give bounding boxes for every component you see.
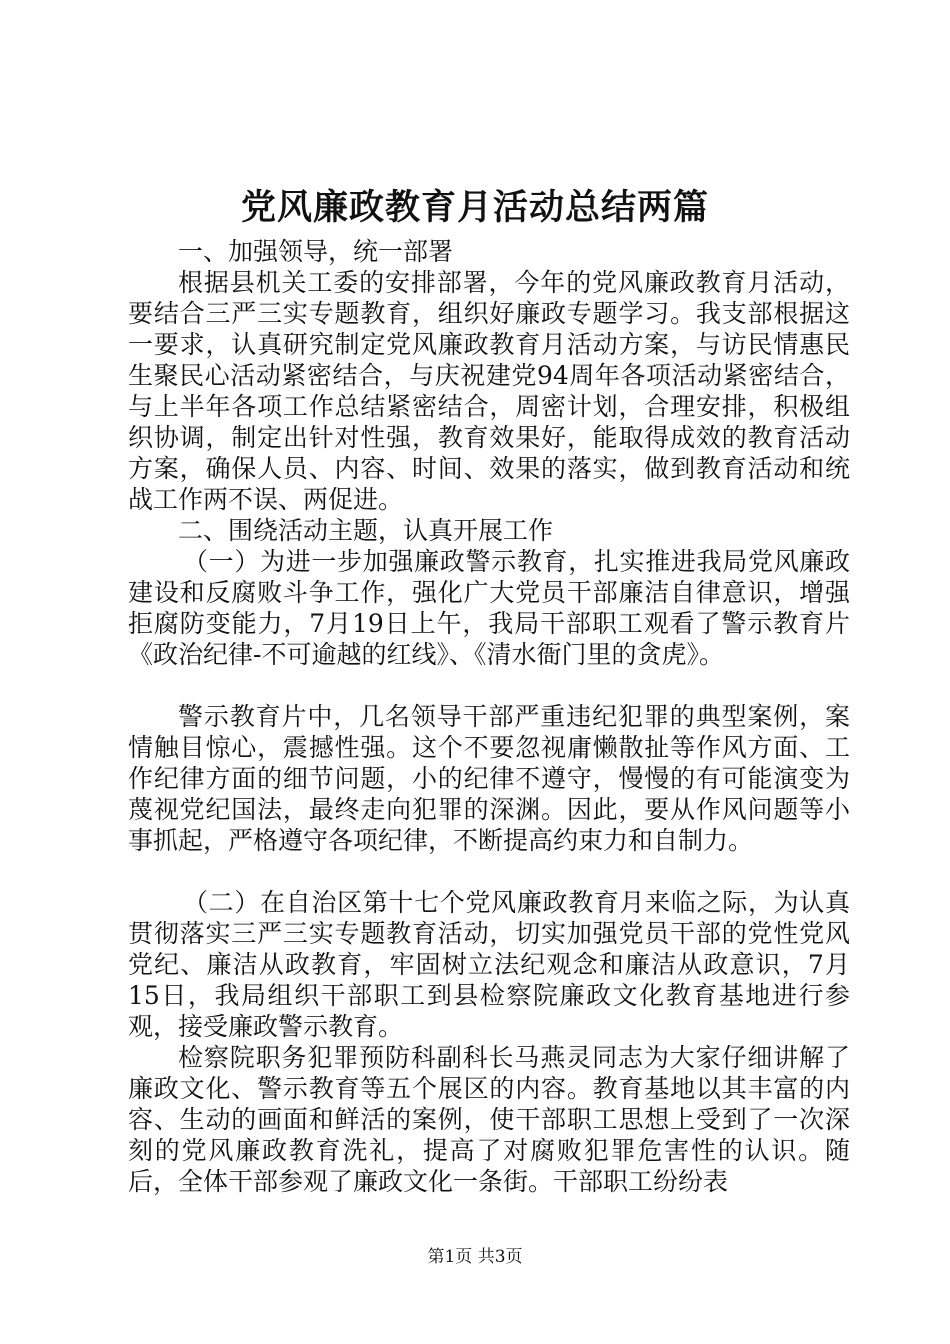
section-heading-1: 一、加强领导，统一部署 — [178, 237, 454, 266]
paragraph-3: 警示教育片中，几名领导干部严重违纪犯罪的典型案例，案情触目惊心，震撼性强。这个不要忽视庸懒散扯等作风方面、工作纪律方面的细节问题，小的纪律不遵守，慢慢的有可能演变为蔑视党纪国法，最终走向犯罪的深渊。因此，要从作风问题等小事抓起，严格遵守各项纪律，不断提高约束力和自制力。 — [128, 702, 850, 855]
paragraph-4: （二）在自治区第十七个党风廉政教育月来临之际，为认真贯彻落实三严三实专题教育活动，切实加强党员干部的党性党风党纪、廉洁从政教育，牢固树立法纪观念和廉洁从政意识，7月15日，我局组织干部职工到县检察院廉政文化教育基地进行参观，接受廉政警示教育。 — [128, 888, 850, 1041]
page-footer: 第1页 共3页 — [427, 1247, 523, 1267]
page-title: 党风廉政教育月活动总结两篇 — [240, 187, 709, 228]
paragraph-spacer — [128, 670, 850, 701]
section-heading-2: 二、围绕活动主题，认真开展工作 — [178, 516, 554, 545]
paragraph-5: 检察院职务犯罪预防科副科长马燕灵同志为大家仔细讲解了廉政文化、警示教育等五个展区的内容。教育基地以其丰富的内容、生动的画面和鲜活的案例，使干部职工思想上受到了一次深刻的党风廉政教育洗礼，提高了对腐败犯罪危害性的认识。随后，全体干部参观了廉政文化一条街。干部职工纷纷表 — [128, 1043, 850, 1196]
paragraph-2: （一）为进一步加强廉政警示教育，扎实推进我局党风廉政建设和反腐败斗争工作，强化广大党员干部廉洁自律意识，增强拒腐防变能力，7月19日上午，我局干部职工观看了警示教育片《政治纪律-不可逾越的红线》、《清水衙门里的贪虎》。 — [128, 547, 850, 669]
document-body — [128, 236, 850, 1197]
paragraph-spacer — [128, 856, 850, 887]
paragraph-1: 根据县机关工委的安排部署，今年的党风廉政教育月活动，要结合三严三实专题教育，组织好廉政专题学习。我支部根据这一要求，认真研究制定党风廉政教育月活动方案，与访民情惠民生聚民心活动紧密结合，与庆祝建党94周年各项活动紧密结合，与上半年各项工作总结紧密结合，周密计划，合理安排，积极组织协调，制定出针对性强，教育效果好，能取得成效的教育活动方案，确保人员、内容、时间、效果的落实，做到教育活动和统战工作两不误、两促进。 — [128, 268, 850, 514]
